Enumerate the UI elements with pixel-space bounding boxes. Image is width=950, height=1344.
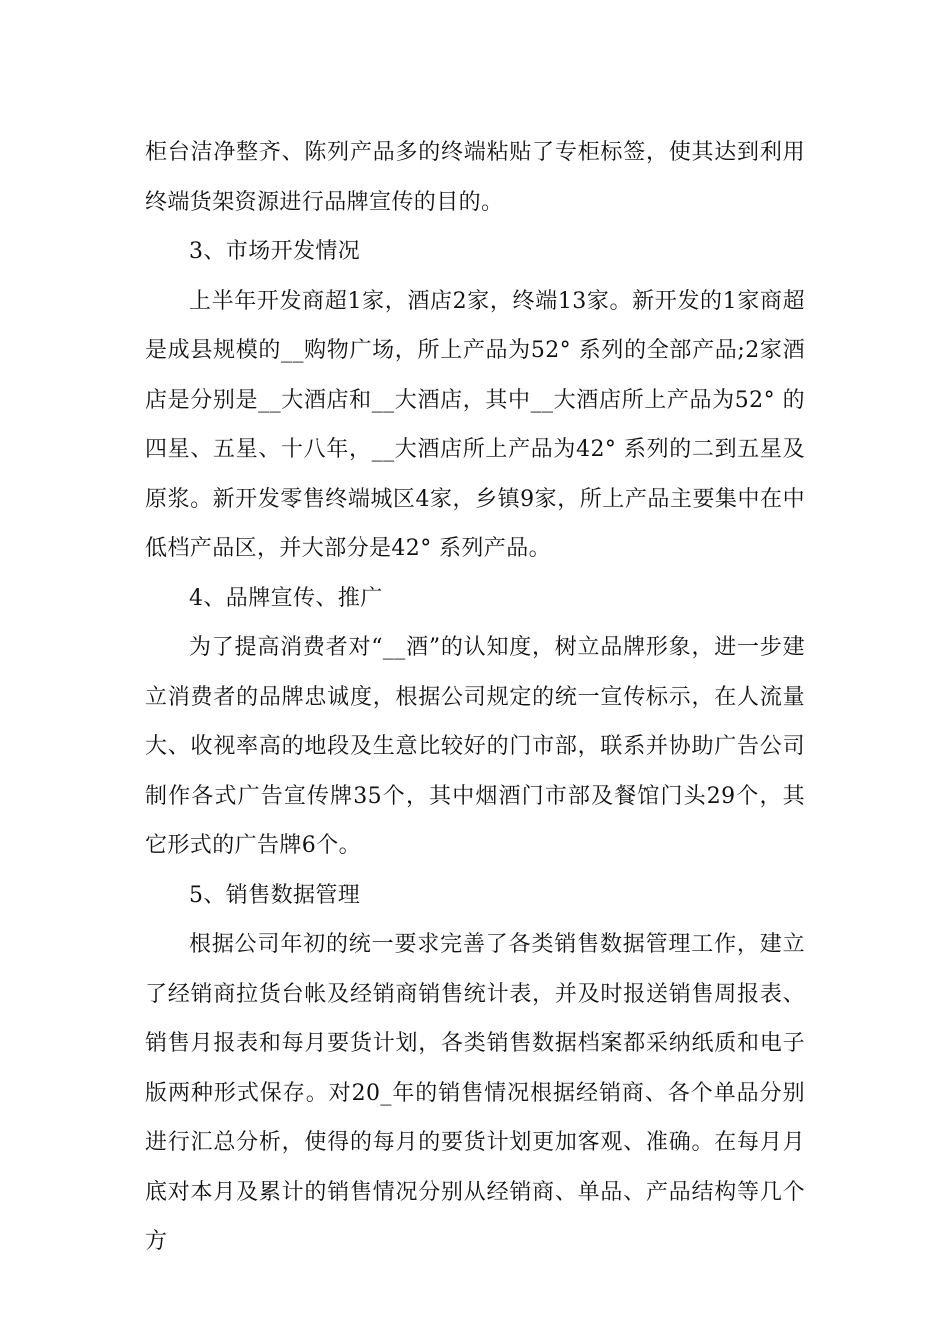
paragraph-continuation: 柜台洁净整齐、陈列产品多的终端粘贴了专柜标签，使其达到利用终端货架资源进行品牌宣传的目的。 bbox=[145, 140, 805, 215]
section-heading-market-development: 3、市场开发情况 bbox=[189, 239, 361, 264]
paragraph-sales-data: 根据公司年初的统一要求完善了各类销售数据管理工作，建立了经销商拉货台帐及经销商销售统计表，并及时报送销售周报表、销售月报表和每月要货计划，各类销售数据档案都采纳纸质和电子版两种形式保存。对20_年的销售情况根据经销商、各个单品分别进行汇总分析，使得的每月的要货计划更加客观、准确。在每月月底对本月及累计的销售情况分别从经销商、单品、产品结构等几个方 bbox=[145, 932, 805, 1254]
document-body bbox=[145, 128, 805, 1267]
section-heading-brand-promotion: 4、品牌宣传、推广 bbox=[189, 585, 383, 611]
paragraph-brand-promotion: 为了提高消费者对“__酒”的认知度，树立品牌形象，进一步建立消费者的品牌忠诚度，根据公司规定的统一宣传标示，在人流量大、收视率高的地段及生意比较好的门市部，联系并协助广告公司制作各式广告宣传牌35个，其中烟酒门市部及餐馆门头29个，其它形式的广告牌6个。 bbox=[145, 635, 805, 858]
paragraph-market-development: 上半年开发商超1家，酒店2家，终端13家。新开发的1家商超是成县规模的__购物广场，所上产品为52° 系列的全部产品;2家酒店是分别是__大酒店和__大酒店，其中__大酒店所上产品为52° 的四星、五星、十八年，__大酒店所上产品为42° 系列的二到五星及原浆。新开发零售终端城区4家，乡镇9家，所上产品主要集中在中低档产品区，并大部分是42° 系列产品。 bbox=[145, 288, 805, 561]
section-heading-sales-data: 5、销售数据管理 bbox=[189, 882, 361, 908]
